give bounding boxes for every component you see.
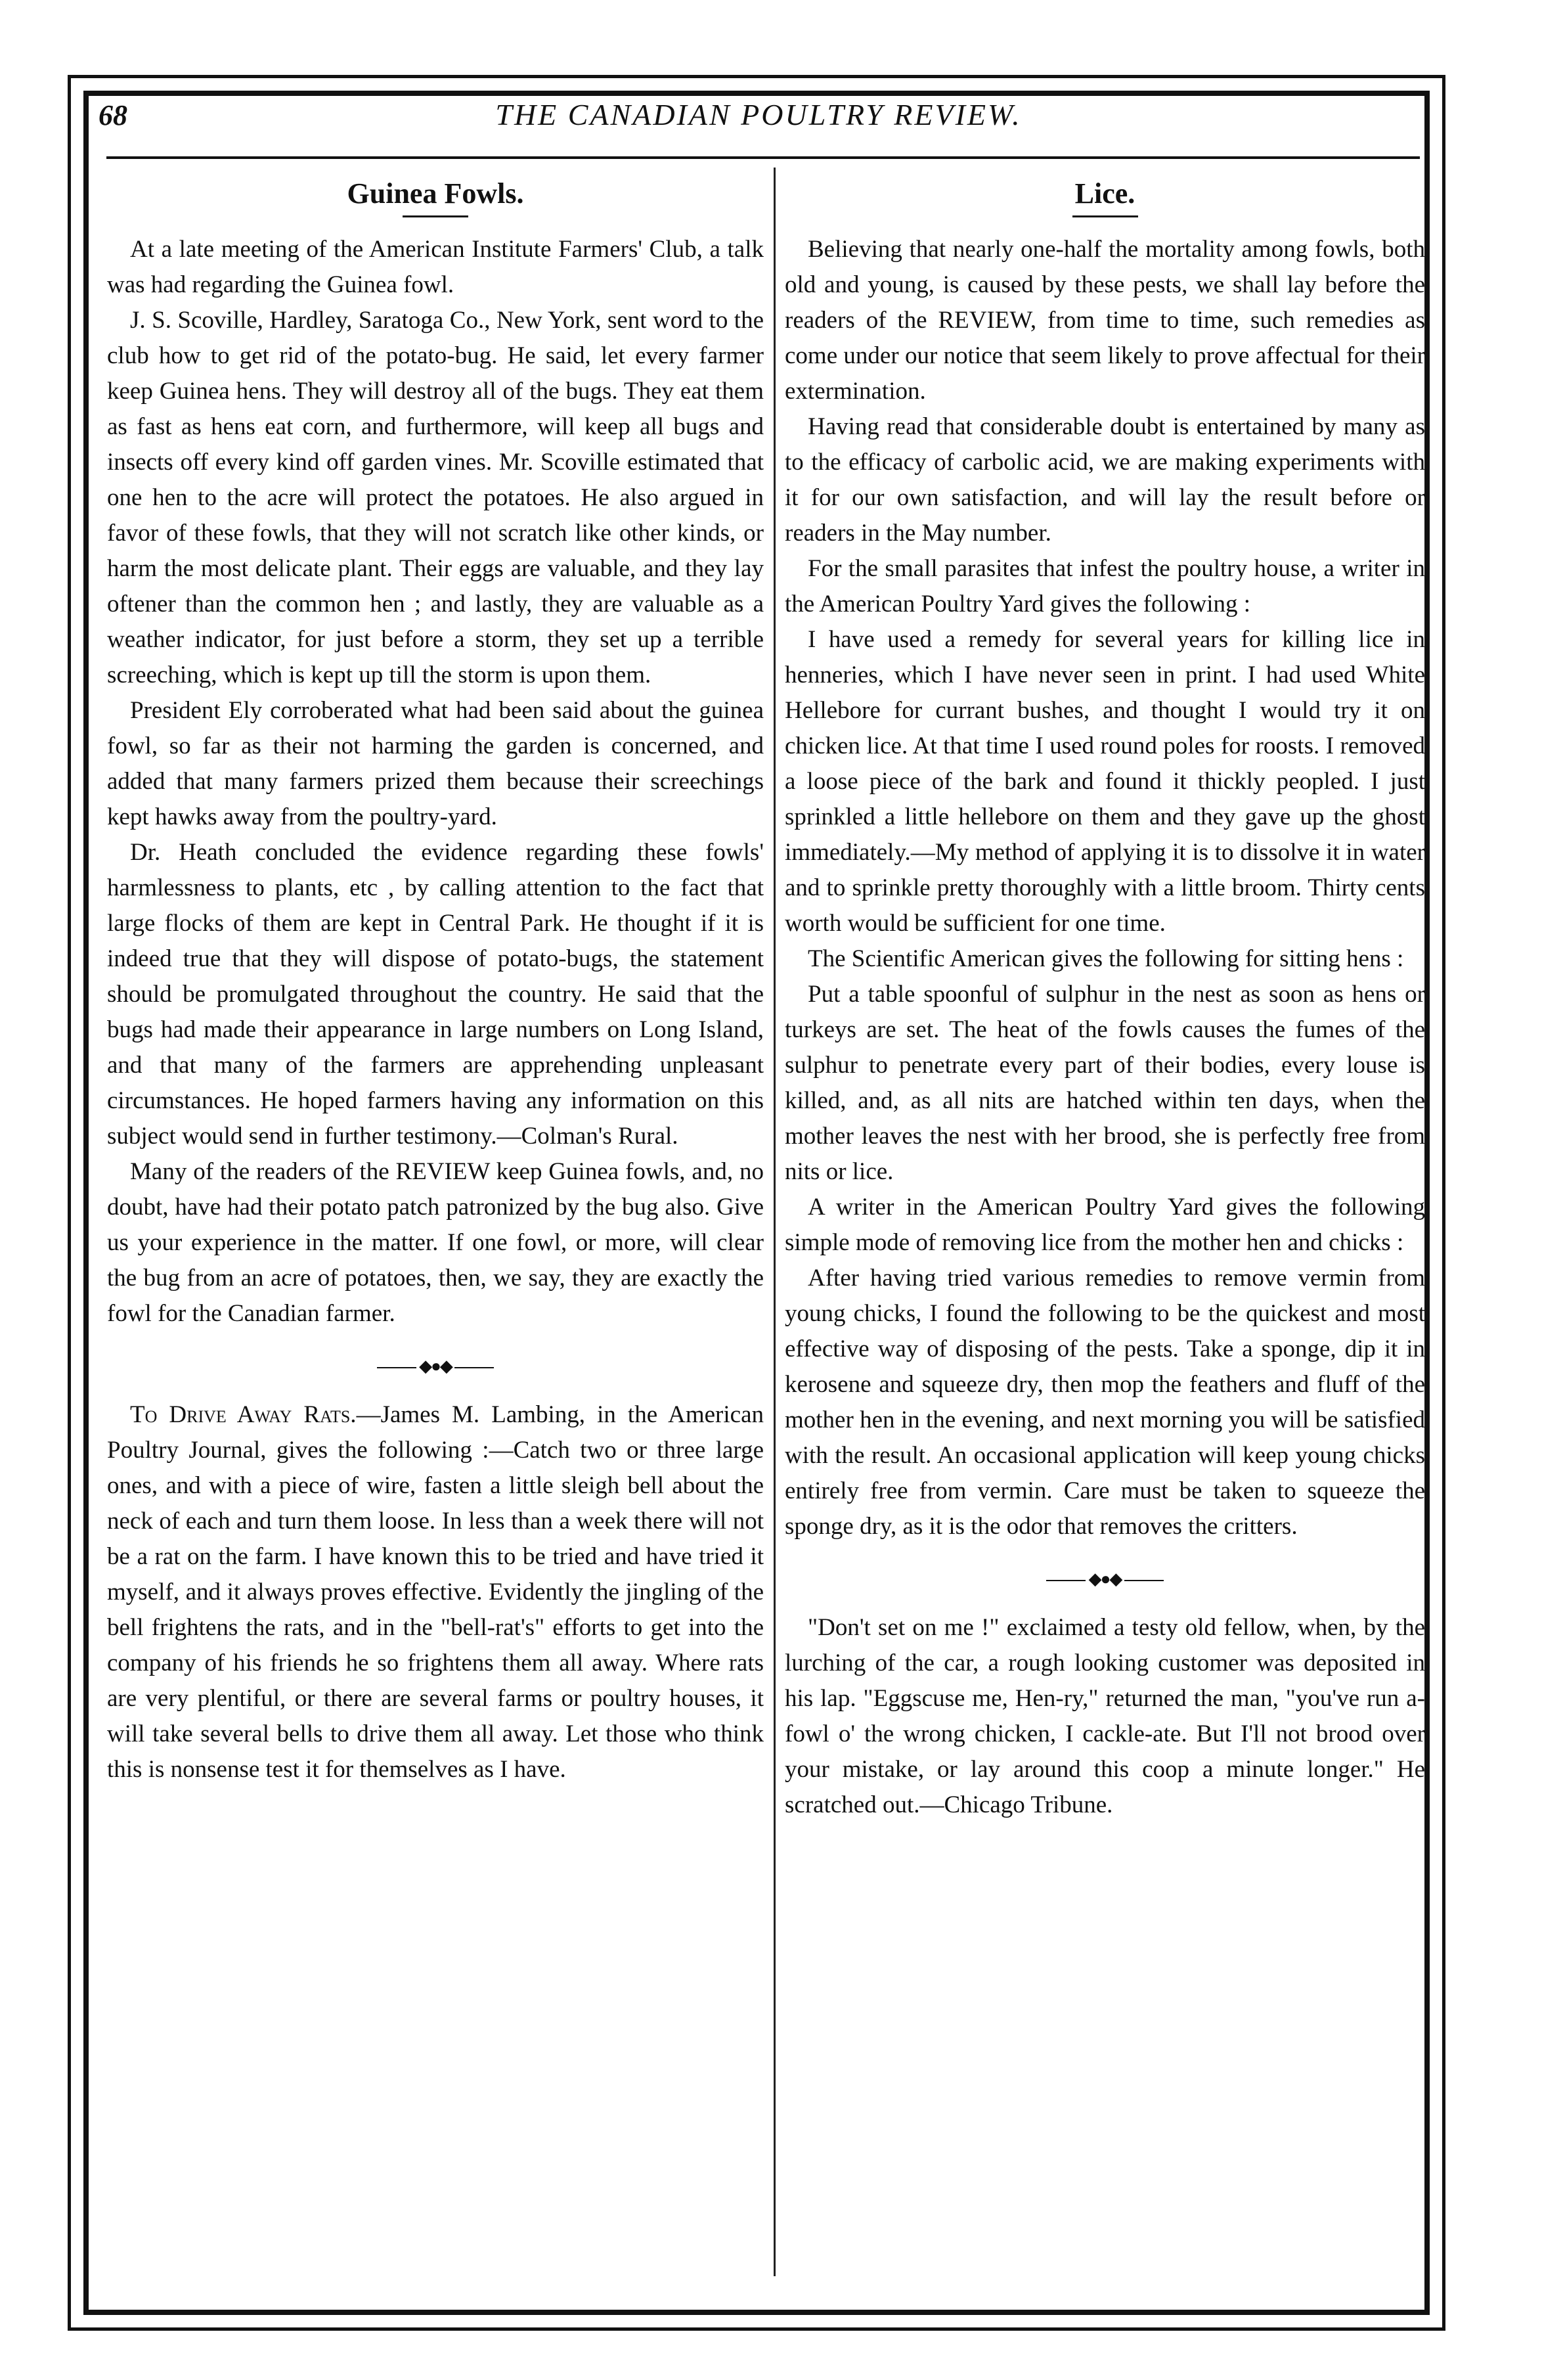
left-column: [107, 166, 764, 1787]
paragraph: Dr. Heath concluded the evidence regarding these fowls' harmlessness to plants, etc , by calling attention to the fact that large flocks of them are kept in Central Park. He thought if it is indeed true that they will dispose of potato-bugs, the statement should be promulgated throughout the country. He said that the bugs had made their appearance in large numbers on Long Island, and that many of the farmers are apprehending unpleasant circumstances. He hoped farmers having any information on this subject would send in further testimony.—Colman's Rural.: [107, 839, 764, 1150]
paragraph: I have used a remedy for several years for killing lice in henneries, which I have never seen in print. I had used White Hellebore for currant bushes, and thought I would try it on chicken lice. At that time I used round poles for roosts. I removed a loose piece of the bark and found it thickly peopled. I just sprinkled a little hellebore on them and they gave up the ghost immediately.—My method of applying it is to dissolve it in water and to sprinkle pretty thoroughly with a little broom. Thirty cents worth would be sufficient for one time.: [785, 626, 1425, 937]
paragraph: A writer in the American Poultry Yard gives the following simple mode of removing lice from the mother hen and chicks :: [785, 1194, 1425, 1256]
title-rule: [1072, 215, 1138, 217]
paragraph: Believing that nearly one-half the mortality among fowls, both old and young, is caused by these pests, we shall lay before the readers of the REVIEW, from time to time, such remedies as come under our notice that seem likely to prove affectual for their extermination.: [785, 236, 1425, 405]
paragraph: "Don't set on me !" exclaimed a testy old fellow, when, by the lurching of the car, a rough looking customer was deposited in his lap. "Eggscuse me, Hen-ry," returned the man, "you've run a-fowl o' the wrong chicken, I cackle-ate. But I'll not brood over your mistake, or lay around this coop a minute longer." He scratched out.—Chicago Tribune.: [785, 1614, 1425, 1818]
article-title-guinea-fowls: Guinea Fowls.: [347, 177, 524, 210]
header-rule: [106, 156, 1420, 159]
title-rule: [403, 215, 468, 217]
paragraph: Put a table spoonful of sulphur in the nest as soon as hens or turkeys are set. The heat of the fowls causes the fumes of the sulphur to penetrate every part of their bodies, every louse is killed, and, as all nits are hatched within ten days, when the mother leaves the nest with her brood, she is perfectly free from nits or lice.: [785, 981, 1425, 1185]
page-header: [92, 92, 1425, 158]
paragraph: Many of the readers of the REVIEW keep Guinea fowls, and, no doubt, have had their potato patch patronized by the bug also. Give us your experience in the matter. If one fowl, or more, will clear the bug from an acre of potatoes, then, we say, they are exactly the fowl for the Canadian farmer.: [107, 1158, 764, 1327]
paragraph: The Scientific American gives the following for sitting hens :: [808, 945, 1404, 972]
rats-body: —James M. Lambing, in the American Poultry Journal, gives the following :—Catch two or three large ones, and with a piece of wire, fasten a little sleigh bell about the neck of each and turn them loose. In less than a week there will not be a rat on the farm. I have known this to be tried and have tried it myself, and it always proves effective. Evidently the jingling of the bell frightens the rats, and in the "bell-rat's" efforts to get into the company of his friends he so frightens them all away. Where rats are very plentiful, or there are several farms or poultry houses, it will take several bells to drive them all away. Let those who think this is nonsense test it for themselves as I have.: [107, 1401, 764, 1783]
right-column: [785, 166, 1425, 1823]
paragraph: After having tried various remedies to remove vermin from young chicks, I found the following to be the quickest and most effective way of disposing of the pests. Take a sponge, dip it in kerosene and squeeze dry, then mop the feathers and fluff of the mother hen in the evening, and next morning you will be satisfied with the result. An occasional application will keep young chicks entirely free from vermin. Care must be taken to squeeze the sponge dry, as it is the odor that removes the critters.: [785, 1265, 1425, 1540]
rats-lead: To Drive Away Rats.: [130, 1401, 357, 1428]
section-separator: ◆●◆: [107, 1349, 764, 1384]
paragraph: For the small parasites that infest the poultry house, a writer in the American Poultry Yard gives the following :: [785, 555, 1425, 617]
paragraph: At a late meeting of the American Institute Farmers' Club, a talk was had regarding the Guinea fowl.: [107, 236, 764, 298]
article-title-lice: Lice.: [1074, 177, 1135, 210]
paragraph-rats: [107, 1397, 764, 1787]
section-separator: ◆●◆: [785, 1561, 1425, 1597]
page-number: 68: [99, 99, 127, 131]
publication-title: THE CANADIAN POULTRY REVIEW.: [495, 98, 1022, 131]
column-divider: [774, 168, 776, 2276]
paragraph: J. S. Scoville, Hardley, Saratoga Co., New York, sent word to the club how to get rid of the potato-bug. He said, let every farmer keep Guinea hens. They will destroy all of the bugs. They eat them as fast as hens eat corn, and furthermore, will keep all bugs and insects off every kind off garden vines. Mr. Scoville estimated that one hen to the acre will protect the potatoes. He also argued in favor of these fowls, that they will not scratch like other kinds, or harm the most delicate plant. Their eggs are valuable, and they lay oftener than the common hen ; and lastly, they are valuable as a weather indicator, for just before a storm, they set up a terrible screeching, which is kept up till the storm is upon them.: [107, 307, 764, 688]
paragraph: Having read that considerable doubt is entertained by many as to the efficacy of carbolic acid, we are making experiments with it for our own satisfaction, and will lay the result before or readers in the May number.: [785, 413, 1425, 547]
paragraph: President Ely corroberated what had been said about the guinea fowl, so far as their not harming the garden is concerned, and added that many farmers prized them because their screechings kept hawks away from the poultry-yard.: [107, 697, 764, 830]
